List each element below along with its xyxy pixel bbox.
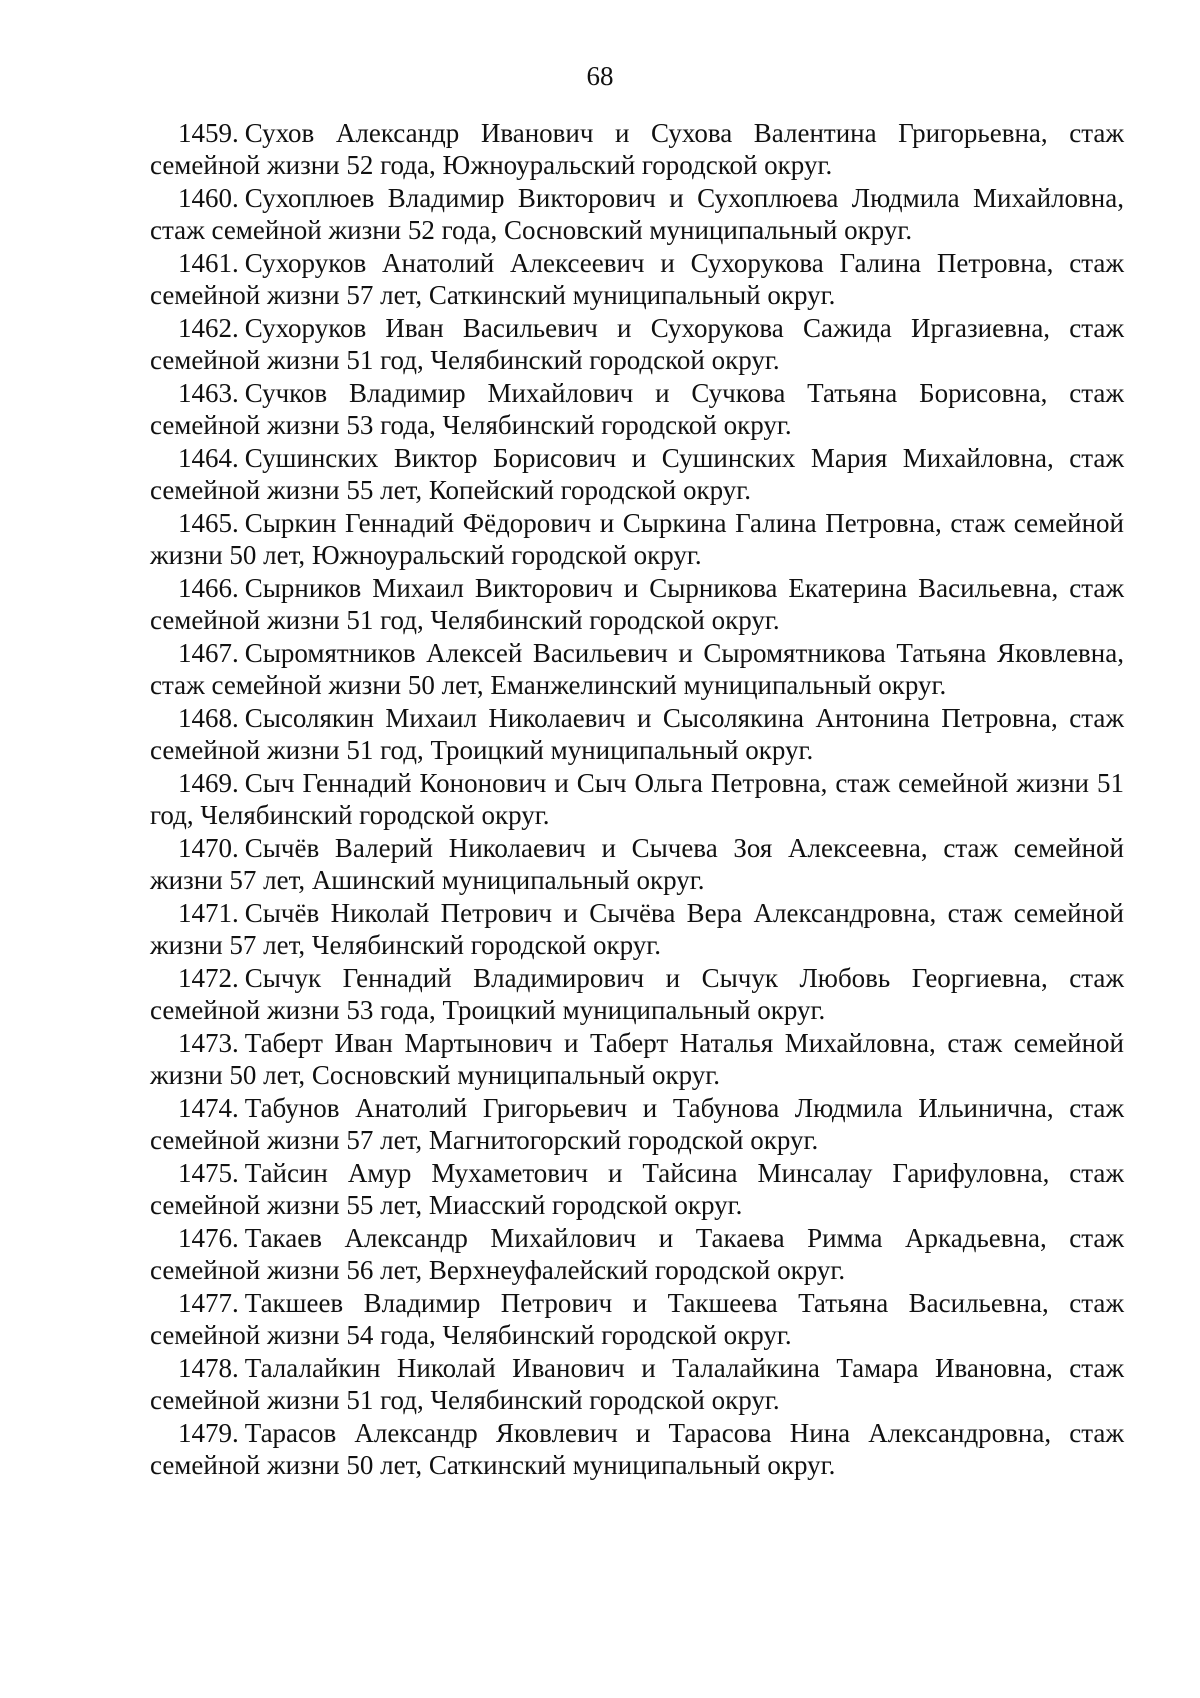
entry-number: 1460. xyxy=(178,183,239,213)
list-item xyxy=(150,1092,1124,1156)
list-item xyxy=(150,1287,1124,1351)
entry-number: 1467. xyxy=(178,638,239,668)
entry-text: Сычёв Валерий Николаевич и Сычева Зоя Алексеевна, стаж семейной жизни 57 лет, Ашинский муниципальный округ. xyxy=(150,833,1124,895)
entry-text: Сухов Александр Иванович и Сухова Валентина Григорьевна, стаж семейной жизни 52 года, Южноуральский городской округ. xyxy=(150,118,1124,180)
entry-text: Сычёв Николай Петрович и Сычёва Вера Александровна, стаж семейной жизни 57 лет, Челябинский городской округ. xyxy=(150,898,1124,960)
list-item xyxy=(150,1417,1124,1481)
page-number: 68 xyxy=(586,61,614,91)
list-item xyxy=(150,507,1124,571)
list-item xyxy=(150,572,1124,636)
entry-number: 1478. xyxy=(178,1353,239,1383)
entry-text: Талалайкин Николай Иванович и Талалайкина Тамара Ивановна, стаж семейной жизни 51 год, Челябинский городской округ. xyxy=(150,1353,1124,1415)
entry-number: 1471. xyxy=(178,898,239,928)
award-list xyxy=(150,117,1124,1482)
entry-number: 1474. xyxy=(178,1093,239,1123)
entry-text: Сыркин Геннадий Фёдорович и Сыркина Галина Петровна, стаж семейной жизни 50 лет, Южноуральский городской округ. xyxy=(150,508,1124,570)
entry-text: Такаев Александр Михайлович и Такаева Римма Аркадьевна, стаж семейной жизни 56 лет, Верхнеуфалейский городской округ. xyxy=(150,1223,1124,1285)
entry-text: Сушинских Виктор Борисович и Сушинских Мария Михайловна, стаж семейной жизни 55 лет, Копейский городской округ. xyxy=(150,443,1124,505)
list-item xyxy=(150,832,1124,896)
entry-number: 1459. xyxy=(178,118,239,148)
entry-number: 1475. xyxy=(178,1158,239,1188)
entry-text: Сухоруков Иван Васильевич и Сухорукова Сажида Иргазиевна, стаж семейной жизни 51 год, Челябинский городской округ. xyxy=(150,313,1124,375)
entry-text: Тайсин Амур Мухаметович и Тайсина Минсалау Гарифуловна, стаж семейной жизни 55 лет, Миасский городской округ. xyxy=(150,1158,1124,1220)
entry-text: Такшеев Владимир Петрович и Такшеева Татьяна Васильевна, стаж семейной жизни 54 года, Челябинский городской округ. xyxy=(150,1288,1124,1350)
list-item xyxy=(150,1352,1124,1416)
entry-number: 1472. xyxy=(178,963,239,993)
entry-text: Сычук Геннадий Владимирович и Сычук Любовь Георгиевна, стаж семейной жизни 53 года, Троицкий муниципальный округ. xyxy=(150,963,1124,1025)
list-item xyxy=(150,1157,1124,1221)
entry-number: 1466. xyxy=(178,573,239,603)
entry-number: 1463. xyxy=(178,378,239,408)
entry-text: Табунов Анатолий Григорьевич и Табунова Людмила Ильинична, стаж семейной жизни 57 лет, Магнитогорский городской округ. xyxy=(150,1093,1124,1155)
list-item xyxy=(150,442,1124,506)
entry-text: Тарасов Александр Яковлевич и Тарасова Нина Александровна, стаж семейной жизни 50 лет, Саткинский муниципальный округ. xyxy=(150,1418,1124,1480)
entry-text: Сыромятников Алексей Васильевич и Сыромятникова Татьяна Яковлевна, стаж семейной жизни 50 лет, Еманжелинский муниципальный округ. xyxy=(150,638,1124,700)
list-item xyxy=(150,1222,1124,1286)
list-item xyxy=(150,247,1124,311)
list-item xyxy=(150,962,1124,1026)
list-item xyxy=(150,377,1124,441)
entry-text: Сухоруков Анатолий Алексеевич и Сухорукова Галина Петровна, стаж семейной жизни 57 лет, Саткинский муниципальный округ. xyxy=(150,248,1124,310)
entry-number: 1477. xyxy=(178,1288,239,1318)
entry-number: 1462. xyxy=(178,313,239,343)
entry-text: Сыч Геннадий Кононович и Сыч Ольга Петровна, стаж семейной жизни 51 год, Челябинский городской округ. xyxy=(150,768,1124,830)
list-item xyxy=(150,182,1124,246)
entry-text: Таберт Иван Мартынович и Таберт Наталья Михайловна, стаж семейной жизни 50 лет, Сосновский муниципальный округ. xyxy=(150,1028,1124,1090)
list-item xyxy=(150,897,1124,961)
entry-text: Сучков Владимир Михайлович и Сучкова Татьяна Борисовна, стаж семейной жизни 53 года, Челябинский городской округ. xyxy=(150,378,1124,440)
entry-text: Сысолякин Михаил Николаевич и Сысолякина Антонина Петровна, стаж семейной жизни 51 год, Троицкий муниципальный округ. xyxy=(150,703,1124,765)
entry-number: 1473. xyxy=(178,1028,239,1058)
entry-number: 1470. xyxy=(178,833,239,863)
entry-number: 1468. xyxy=(178,703,239,733)
list-item xyxy=(150,637,1124,701)
entry-number: 1476. xyxy=(178,1223,239,1253)
list-item xyxy=(150,1027,1124,1091)
entry-text: Сухоплюев Владимир Викторович и Сухоплюева Людмила Михайловна, стаж семейной жизни 52 года, Сосновский муниципальный округ. xyxy=(150,183,1124,245)
entry-number: 1464. xyxy=(178,443,239,473)
entry-number: 1469. xyxy=(178,768,239,798)
list-item xyxy=(150,312,1124,376)
entry-number: 1479. xyxy=(178,1418,239,1448)
list-item xyxy=(150,767,1124,831)
entry-number: 1465. xyxy=(178,508,239,538)
list-item xyxy=(150,117,1124,181)
entry-number: 1461. xyxy=(178,248,239,278)
list-item xyxy=(150,702,1124,766)
entry-text: Сырников Михаил Викторович и Сырникова Екатерина Васильевна, стаж семейной жизни 51 год, Челябинский городской округ. xyxy=(150,573,1124,635)
